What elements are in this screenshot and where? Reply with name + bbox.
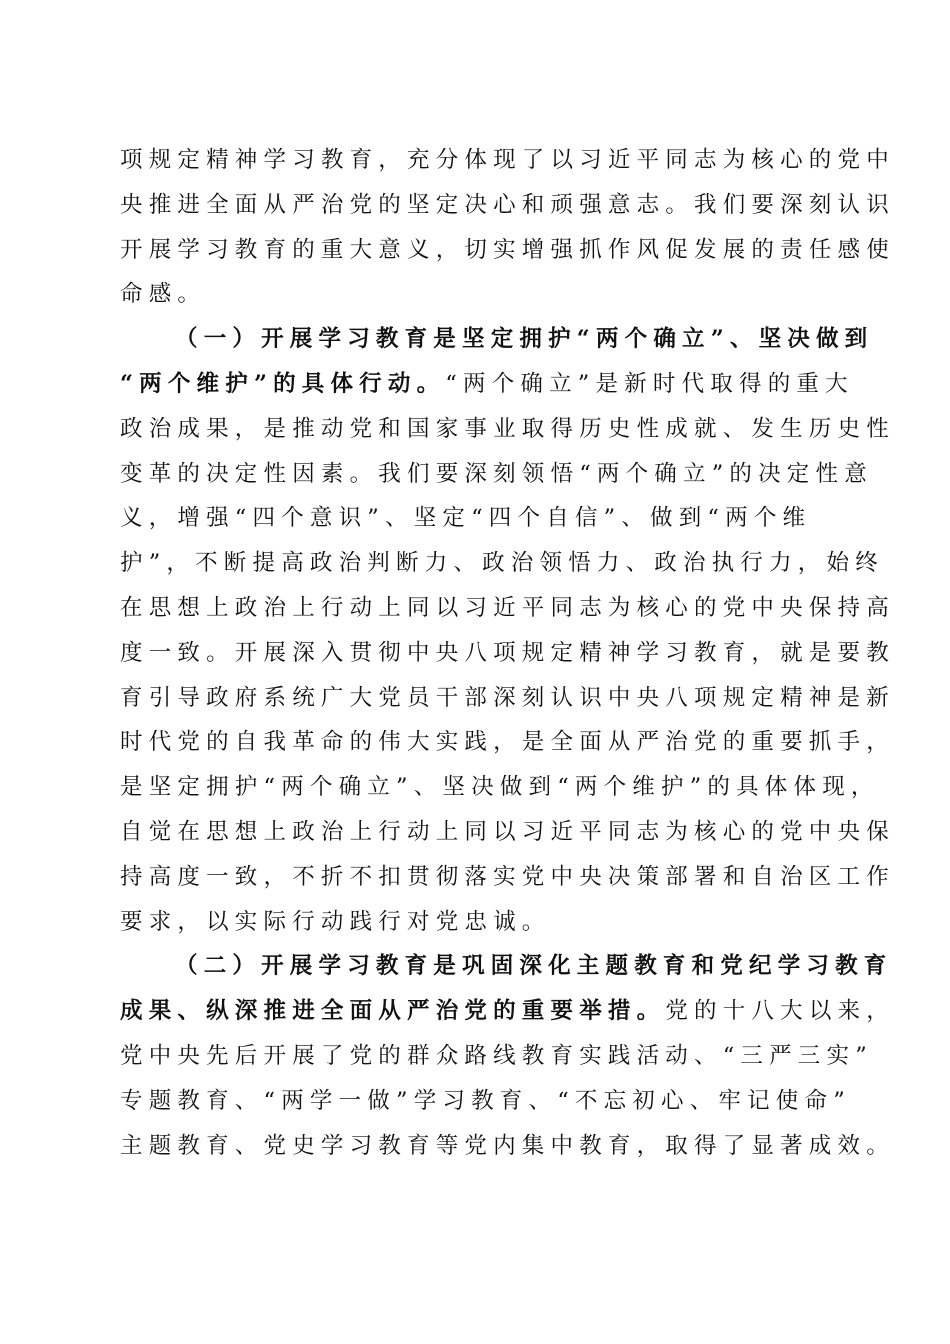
text-line: 在思想上政治上行动上同以习近平同志为核心的党中央保持高: [120, 594, 895, 621]
section-heading-1-tail: “两个维护”的具体行动。: [120, 370, 446, 397]
section-heading-1-line: （一）开展学习教育是坚定拥护“两个确立”、坚决做到: [175, 326, 874, 353]
text-line: 度一致。开展深入贯彻中央八项规定精神学习教育，就是要教: [120, 639, 895, 666]
text-line-mixed: [120, 989, 895, 1034]
text-line: 项规定精神学习教育，充分体现了以习近平同志为核心的党中: [120, 147, 895, 173]
text-line: 是坚定拥护“两个确立”、坚决做到“两个维护”的具体体现，: [120, 774, 880, 801]
text-line: 时代党的自我革命的伟大实践，是全面从严治党的重要抓手，: [120, 729, 895, 756]
text-line: 要求，以实际行动践行对党忠诚。: [120, 908, 551, 935]
text-line: 开展学习教育的重大意义，切实增强抓作风促发展的责任感使: [120, 236, 895, 263]
text-line: 护”，不断提高政治判断力、政治领悟力、政治执行力，始终: [120, 550, 884, 577]
text-line: 政治成果，是推动党和国家事业取得历史性成就、发生历史性: [120, 415, 895, 442]
section-heading-2-line: （二）开展学习教育是巩固深化主题教育和党纪学习教育: [175, 953, 893, 980]
text-line: 变革的决定性因素。我们要深刻领悟“两个确立”的决定性意: [120, 460, 873, 487]
text-fragment: 党的十八大以来，: [665, 998, 895, 1025]
text-line: 专题教育、“两学一做”学习教育、“不忘初心、牢记使命”: [120, 1087, 851, 1114]
text-line-mixed: [120, 362, 854, 407]
text-line: 主题教育、党史学习教育等党内集中教育，取得了显著成效。: [120, 1132, 895, 1159]
text-line: 命感。: [120, 281, 207, 308]
text-line: 央推进全面从严治党的坚定决心和顽强意志。我们要深刻认识: [120, 191, 895, 218]
text-line: 自觉在思想上政治上行动上同以习近平同志为核心的党中央保: [120, 818, 895, 845]
text-line: 党中央先后开展了党的群众路线教育实践活动、“三严三实”: [120, 1042, 873, 1069]
text-line: 义，增强“四个意识”、坚定“四个自信”、做到“两个维: [120, 505, 812, 532]
document-body: [120, 138, 895, 1168]
section-heading-2-tail: 成果、纵深推进全面从严治党的重要举措。: [120, 998, 666, 1025]
text-line: 育引导政府系统广大党员干部深刻认识中央八项规定精神是新: [120, 684, 895, 711]
text-fragment: “两个确立”是新时代取得的重大: [445, 370, 854, 397]
text-line: 持高度一致，不折不扣贯彻落实党中央决策部署和自治区工作: [120, 863, 895, 890]
